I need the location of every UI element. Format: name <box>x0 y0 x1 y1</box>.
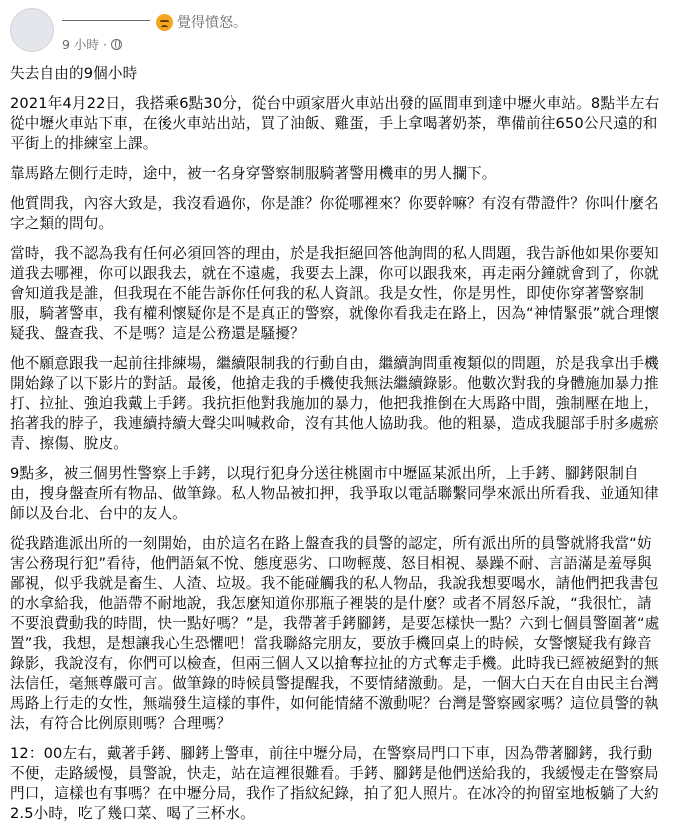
post-paragraph: 當時，我不認為我有任何必須回答的理由，於是我拒絕回答他詢問的私人問題，我告訴他如果你要知道我去哪裡，你可以跟我去，就在不遠處，我要去上課，你可以跟我來，再走兩分鐘就會到了，你就會知道我是誰，但我現在不能告訴你任何我的私人資訊。我是女性，你是男性，即使你穿著警察制服，騎著警車，我有權利懷疑你是不是真正的警察，就像你看我走在路上，因為“神情緊張”就合理懷疑我、盤查我、不是嗎？這是公務還是騷擾？ <box>10 245 660 342</box>
post-paragraph: 12：00左右，戴著手銬、腳銬上警車，前往中壢分局，在警察局門口下車，因為帶著腳銬，我行動不便，走路緩慢，員警說，快走，站在這裡很難看。手銬、腳銬是他們送給我的，我緩慢走在警察局門口，這樣也有事嗎？在中壢分局，我作了指紋紀錄，拍了犯人照片。在冰冷的拘留室地板躺了大約2.5小時，吃了幾口菜、喝了三杯水。 <box>10 745 659 822</box>
angry-face-icon <box>156 14 173 31</box>
post-paragraph: 9點多，被三個男性警察上手銬，以現行犯身分送往桃園市中壢區某派出所，上手銬、腳銬限制自由，搜身盤查所有物品、做筆錄。私人物品被扣押，我爭取以電話聯繫同學來派出所看我、並通知律師以及台北、台中的友人。 <box>10 465 659 522</box>
post-meta <box>62 35 122 53</box>
post-timestamp[interactable]: 9 小時 <box>62 37 99 52</box>
globe-icon[interactable] <box>111 39 122 50</box>
post-paragraph: 從我踏進派出所的一刻開始，由於這名在路上盤查我的員警的認定，所有派出所的員警就將我當“妨害公務現行犯”看待，他們語氣不悅、態度惡劣、口吻輕蔑、怒目相視、暴躁不耐、言語滿是羞辱與鄙視，似乎我就是畜生、人渣、垃圾。我不能碰觸我的私人物品，我說我想要喝水，請他們把我書包的水拿給我，他語帶不耐地說，我怎麼知道你那瓶子裡裝的是什麼？或者不屑怒斥說，“我很忙，請不要浪費動我的時間，快一點好嗎？”是，我帶著手銬腳銬，是要怎樣快一點？六到七個員警圍著“處置”我，我想，是想讓我心生恐懼吧！當我聯絡完朋友，要放手機回桌上的時候，女警懷疑我有錄音錄影，我說沒有，你們可以檢查，但兩三個人又以搶奪拉扯的方式奪走手機。此時我已經被絕對的無法信任，毫無尊嚴可言。做筆錄的時候員警提醒我，不要情緒激動。是，一個大白天在自由民主台灣馬路上行走的女性，無端發生這樣的事件，如何能情緒不激動呢？台灣是警察國家嗎？這位員警的執法，有符合比例原則嗎？合理嗎？ <box>10 535 660 732</box>
feeling-status: 覺得憤怒。 <box>177 15 247 31</box>
post-body <box>10 64 666 834</box>
post-paragraph: 靠馬路左側行走時，途中，被一名身穿警察制服騎著警用機車的男人攔下。 <box>10 165 497 182</box>
post-paragraph: 2021年4月22日，我搭乘6點30分，從台中頭家厝火車站出發的區間車到達中壢火車站。8點半左右從中壢火車站下車，在後火車站出站，買了油飯、雞蛋，手上拿喝著奶茶，準備前往650公尺遠的和平街上的排練室上課。 <box>10 95 660 152</box>
post-header <box>62 12 247 32</box>
meta-separator: · <box>102 36 107 52</box>
redacted-author-name <box>62 20 150 21</box>
avatar[interactable] <box>10 8 54 52</box>
post-title: 失去自由的9個小時 <box>10 65 138 82</box>
post-paragraph: 他質問我，內容大致是，我沒看過你，你是誰？你從哪裡來？你要幹嘛？有沒有帶證件？你叫什麼名字之類的問句。 <box>10 195 659 232</box>
post-paragraph: 他不願意跟我一起前往排練場，繼續限制我的行動自由，繼續詢問重複類似的問題，於是我拿出手機開始錄了以下影片的對話。最後，他搶走我的手機使我無法繼續錄影。他數次對我的身體施加暴力推打、拉扯、強迫我戴上手銬。我抗拒他對我施加的暴力，他把我推倒在大馬路中間，強制壓在地上，掐著我的脖子，我連續持續大聲尖叫喊救命，沒有其他人協助我。他的粗暴，造成我腿部手肘多處瘀青、擦傷、脫皮。 <box>10 355 659 452</box>
